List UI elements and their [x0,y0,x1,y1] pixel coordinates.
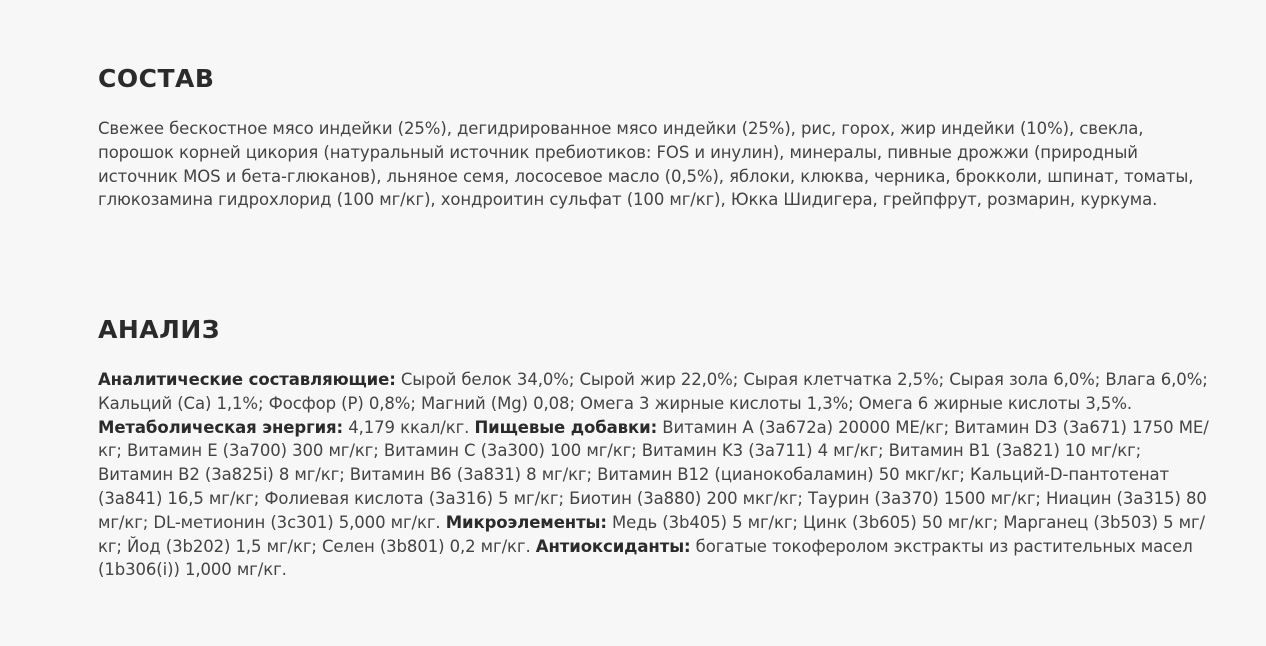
composition-title: СОСТАВ [98,64,215,93]
analysis-title: АНАЛИЗ [98,315,221,344]
additives-text: Витамин А (3a672a) 20000 МЕ/кг; Витамин D3 (3a671) 1750 МЕ/кг; Витамин Е (3a700) 300 мг/кг; Витамин С (3a300) 100 мг/кг; Витамин K3 (3a711) 4 мг/кг; Витамин В1 (3a821) 10 мг/кг; Витамин В2 (3a825i) 8 мг/кг; Витамин В6 (3a831) 8 мг/кг; Витамин В12 (цианокобаламин) 50 мкг/кг; Кальций-D-пантотенат (3a841) 16,5 мг/кг; Фолиевая кислота (3a316) 5 мг/кг; Биотин (3a880) 200 мкг/кг; Таурин (3a370) 1500 мг/кг; Ниацин (3a315) 80 мг/кг; DL-метионин (3c301) 5,000 мг/кг. [98,417,1209,532]
analysis-text [98,368,1210,582]
composition-section [98,62,1210,212]
additives-label: Пищевые добавки: [474,417,658,437]
analysis-section [98,313,1210,582]
antioxidants-label: Антиоксиданты: [535,536,691,556]
energy-label: Метаболическая энергия: [98,417,344,437]
microelements-text: Медь (3b405) 5 мг/кг; Цинк (3b605) 50 мг/кг; Марганец (3b503) 5 мг/кг; Йод (3b202) 1,5 мг/кг; Селен (3b801) 0,2 мг/кг. [98,512,1206,556]
energy-text: 4,179 ккал/кг. [343,417,475,437]
composition-text: Свежее бескостное мясо индейки (25%), дегидрированное мясо индейки (25%), рис, горох, жир индейки (10%), свекла, порошок корней цикория (натуральный источник пребиотиков: FOS и инулин), минералы, пивные дрожжи (природный источник MOS и бета-глюканов), льняное семя, лососевое масло (0,5%), яблоки, клюква, черника, брокколи, шпинат, томаты, глюкозамина гидрохлорид (100 мг/кг), хондроитин сульфат (100 мг/кг), Юкка Шидигера, грейпфрут, розмарин, куркума. [98,119,1194,210]
analytical-text: Сырой белок 34,0%; Сырой жир 22,0%; Сырая клетчатка 2,5%; Сырая зола 6,0%; Влага 6,0%; Кальций (Ca) 1,1%; Фосфор (P) 0,8%; Магний (Mg) 0,08; Омега 3 жирные кислоты 1,3%; Омега 6 жирные кислоты 3,5%. [98,370,1208,413]
microelements-label: Микроэлементы: [445,512,607,532]
analytical-label: Аналитические составляющие: [98,370,396,389]
antioxidants-text: богатые токоферолом экстракты из растительных масел (1b306(i)) 1,000 мг/кг. [98,536,1193,580]
